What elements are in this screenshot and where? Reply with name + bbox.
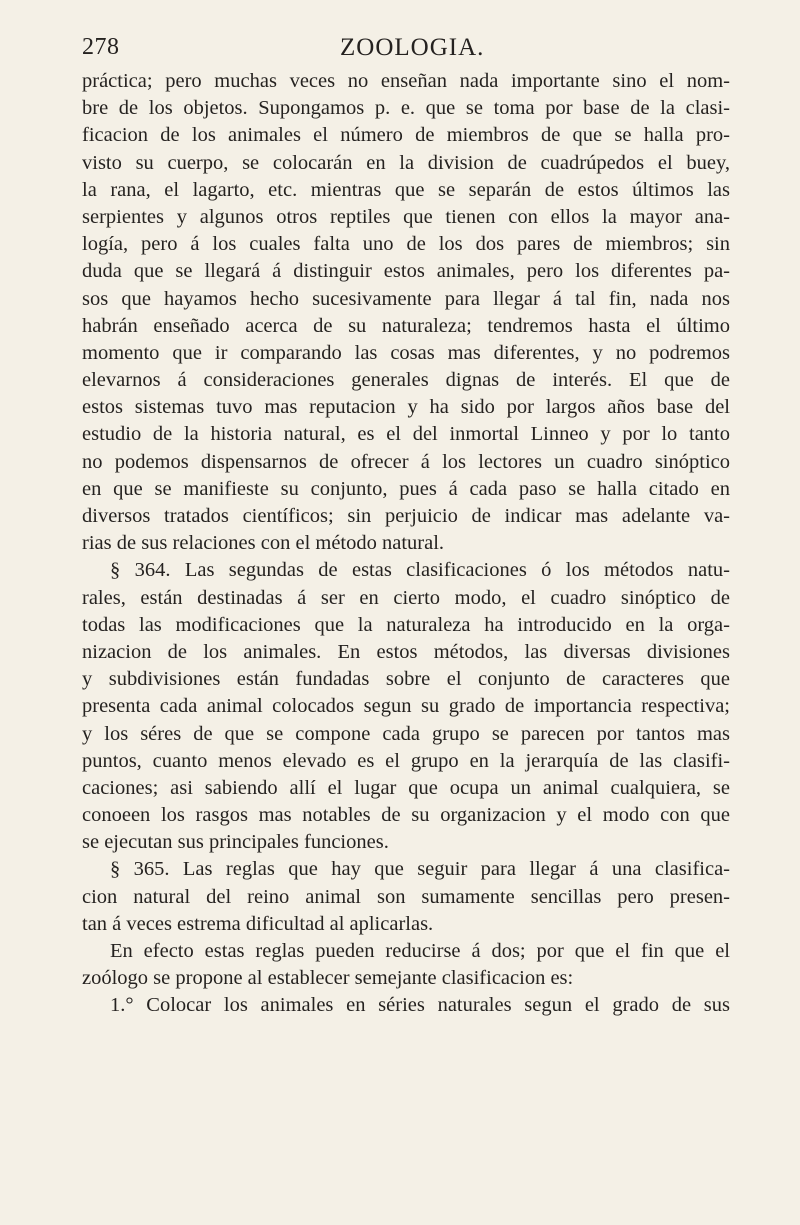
- text-line: y subdivisiones están fundadas sobre el conjunto de caracteres que: [82, 668, 730, 691]
- text-line: presenta cada animal colocados segun su grado de importancia respectiva;: [82, 695, 730, 718]
- text-line: rias de sus relaciones con el método natural.: [82, 532, 445, 555]
- text-line: conoeen los rasgos mas notables de su organizacion y el modo con que: [82, 804, 730, 827]
- text-line: práctica; pero muchas veces no enseñan nada importante sino el nom-: [82, 70, 730, 92]
- text-line: no podemos dispensarnos de ofrecer á los lectores un cuadro sinóptico: [82, 450, 730, 473]
- text-line: momento que ir comparando las cosas mas diferentes, y no podremos: [82, 341, 730, 364]
- text-line: habrán enseñado acerca de su naturaleza; tendremos hasta el último: [82, 314, 730, 337]
- text-line: sos que hayamos hecho sucesivamente para llegar á tal fin, nada nos: [82, 287, 730, 310]
- section-365-start: § 365. Las reglas que hay que seguir para llegar á una clasifica-: [110, 858, 730, 881]
- page-header: [82, 34, 730, 66]
- text-line: bre de los objetos. Supongamos p. e. que se toma por base de la clasi-: [82, 97, 730, 120]
- running-title: ZOOLOGIA.: [340, 34, 485, 61]
- text-line: ficacion de los animales el número de miembros de que se halla pro-: [82, 124, 730, 147]
- text-line: estudio de la historia natural, es el del inmortal Linneo y por lo tanto: [82, 423, 730, 446]
- text-line: zoólogo se propone al establecer semejante clasificacion es:: [82, 967, 574, 990]
- text-line: nizacion de los animales. En estos métodos, las diversas divisiones: [82, 640, 730, 663]
- text-line: puntos, cuanto menos elevado es el grupo en la jerarquía de las clasifi-: [82, 749, 730, 772]
- text-line: y los séres de que se compone cada grupo se parecen por tantos mas: [82, 722, 730, 745]
- text-line: rales, están destinadas á ser en cierto modo, el cuadro sinóptico de: [82, 586, 730, 609]
- text-line: cion natural del reino animal son sumamente sencillas pero presen-: [82, 885, 730, 908]
- text-line: todas las modificaciones que la naturaleza ha introducido en la orga-: [82, 613, 730, 636]
- text-line: estos sistemas tuvo mas reputacion y ha sido por largos años base del: [82, 396, 730, 419]
- text-line: elevarnos á consideraciones generales dignas de interés. El que de: [82, 369, 730, 392]
- text-line: caciones; asi sabiendo allí el lugar que ocupa un animal cualquiera, se: [82, 776, 730, 799]
- body-text: [82, 68, 730, 1020]
- text-line: la rana, el lagarto, etc. mientras que se separán de estos últimos las: [82, 178, 730, 201]
- text-line: en que se manifieste su conjunto, pues á cada paso se halla citado en: [82, 477, 730, 500]
- page-number: 278: [82, 34, 120, 60]
- rule-one-start: 1.° Colocar los animales en séries naturales segun el grado de sus: [110, 994, 730, 1017]
- text-line: duda que se llegará á distinguir estos animales, pero los diferentes pa-: [82, 260, 730, 283]
- text-line: serpientes y algunos otros reptiles que tienen con ellos la mayor ana-: [82, 205, 730, 228]
- text-line: logía, pero á los cuales falta uno de los dos pares de miembros; sin: [82, 233, 730, 256]
- paragraph-start: En efecto estas reglas pueden reducirse á dos; por que el fin que el: [110, 940, 730, 962]
- text-line: se ejecutan sus principales funciones.: [82, 831, 389, 854]
- text-line: visto su cuerpo, se colocarán en la division de cuadrúpedos el buey,: [82, 151, 730, 174]
- text-line: diversos tratados científicos; sin perjuicio de indicar mas adelante va-: [82, 505, 730, 527]
- text-line: tan á veces estrema dificultad al aplicarlas.: [82, 912, 434, 935]
- section-364-start: § 364. Las segundas de estas clasificaciones ó los métodos natu-: [110, 559, 730, 582]
